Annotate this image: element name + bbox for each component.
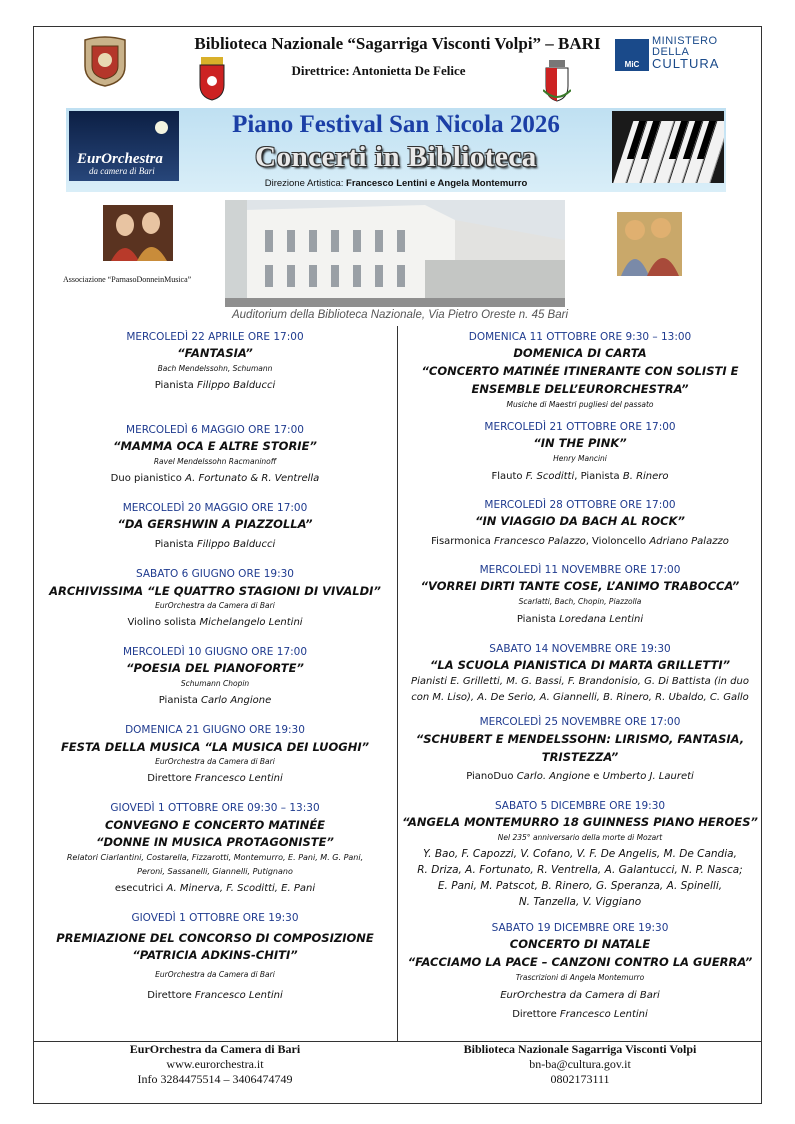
eurorchestra-logo-text: EurOrchestra: [77, 151, 163, 167]
event-date: MERCOLEDÌ 25 NOVEMBRE ORE 17:00: [479, 716, 681, 728]
event-title: CONVEGNO E CONCERTO MATINÉE: [104, 818, 326, 832]
event-composers: EurOrchestra da Camera di Bari: [155, 601, 275, 610]
event-title: “POESIA DEL PIANOFORTE”: [126, 661, 304, 675]
event-date: MERCOLEDÌ 6 MAGGIO ORE 17:00: [126, 424, 304, 436]
event-date: GIOVEDÌ 1 OTTOBRE ORE 19:30: [131, 912, 299, 924]
event-composers: Trascrizioni di Angela Montemurro: [515, 973, 645, 982]
footer-orchestra-name: EurOrchestra da Camera di Bari: [129, 1042, 301, 1056]
event-composers: Schumann Chopin: [180, 679, 250, 688]
event-title: “SCHUBERT E MENDELSSOHN: LIRISMO, FANTASIA,: [415, 732, 745, 746]
event-title: PREMIAZIONE DEL CONCORSO DI COMPOSIZIONE: [56, 931, 374, 945]
event-title-line2: TRISTEZZA”: [541, 750, 619, 764]
footer-email[interactable]: bn-ba@cultura.gov.it: [529, 1057, 631, 1071]
festival-title: Piano Festival San Nicola 2026: [232, 111, 560, 138]
library-title: Biblioteca Nazionale “Sagarriga Visconti Volpi” – BARI: [194, 34, 601, 53]
piano-heroes-line2: R. Driza, A. Fortunato, R. Ventrella, A. Galantucci, N. P. Nasca;: [417, 864, 743, 876]
event-date: MERCOLEDÌ 11 NOVEMBRE ORE 17:00: [479, 564, 681, 576]
event-date: MERCOLEDÌ 21 OTTOBRE ORE 17:00: [484, 421, 676, 433]
artistic-direction: [66, 178, 726, 189]
event-performers: Pianisti E. Grilletti, M. G. Bassi, F. Brandonisio, G. Di Battista (in duo: [411, 676, 749, 687]
event-date: MERCOLEDÌ 22 APRILE ORE 17:00: [126, 331, 304, 343]
event-date: MERCOLEDÌ 28 OTTOBRE ORE 17:00: [484, 499, 676, 511]
event-title: CONCERTO DI NATALE: [509, 937, 651, 951]
event-title: “FANTASIA”: [177, 346, 253, 360]
event-performers: Direttore Francesco Lentini: [147, 773, 283, 784]
piano-heroes-line1: Y. Bao, F. Capozzi, V. Cofano, V. F. De Angelis, M. De Candia,: [423, 848, 737, 860]
direction-label: Direzione Artistica:: [264, 178, 344, 189]
event-speakers-line2: Peroni, Sassanelli, Giannelli, Putignano: [137, 867, 293, 876]
ministry-line2: DELLA: [652, 46, 690, 58]
event-composers: Scarlatti, Bach, Chopin, Piazzolla: [518, 597, 642, 606]
event-composers: Nel 235° anniversario della morte di Mozart: [497, 833, 663, 842]
event-title: ARCHIVISSIMA “LE QUATTRO STAGIONI DI VIVALDI”: [49, 584, 381, 598]
event-performers: Duo pianistico A. Fortunato & R. Ventrella: [110, 473, 320, 484]
event-performers: Fisarmonica Francesco Palazzo, Violoncello Adriano Palazzo: [431, 536, 729, 547]
event-composers: Ravel Mendelssohn Racmaninoff: [153, 457, 277, 466]
event-performers: Flauto F. Scoditti, Pianista B. Rinero: [491, 471, 669, 482]
event-date: GIOVEDÌ 1 OTTOBRE ORE 09:30 – 13:30: [110, 802, 320, 814]
event-composers: Musiche di Maestri pugliesi del passato: [506, 400, 654, 409]
event-title: “VORREI DIRTI TANTE COSE, L’ANIMO TRABOCCA”: [420, 579, 740, 593]
event-performers: Pianista Filippo Balducci: [154, 539, 276, 550]
event-title-line3: ENSEMBLE DELL’EURORCHESTRA”: [471, 382, 689, 396]
festival-subtitle: Concerti in Biblioteca: [255, 141, 537, 173]
event-date: MERCOLEDÌ 10 GIUGNO ORE 17:00: [122, 646, 308, 658]
event-title: “ANGELA MONTEMURRO 18 GUINNESS PIANO HEROES”: [402, 815, 758, 829]
event-title-line2: “CONCERTO MATINÉE ITINERANTE CON SOLISTI E: [421, 364, 739, 378]
event-title-line2: “FACCIAMO LA PACE – CANZONI CONTRO LA GUERRA”: [407, 955, 753, 969]
footer-website[interactable]: www.eurorchestra.it: [166, 1057, 264, 1071]
column-divider: [397, 326, 398, 1041]
event-title: “MAMMA OCA E ALTRE STORIE”: [113, 439, 317, 453]
director-line: Direttrice: Antonietta De Felice: [291, 63, 466, 78]
event-speakers: Relatori Ciarlantini, Costarella, Fizzarotti, Montemurro, E. Pani, M. G. Pani,: [66, 853, 364, 862]
festival-banner: [66, 108, 726, 192]
event-composers: Bach Mendelssohn, Schumann: [157, 364, 273, 373]
piano-heroes-line3: E. Pani, M. Patscot, B. Rinero, G. Speranza, A. Spinelli,: [437, 880, 723, 892]
event-title: FESTA DELLA MUSICA “LA MUSICA DEI LUOGHI”: [60, 740, 370, 754]
left-program-column: [38, 326, 392, 1036]
event-title: “IN VIAGGIO DA BACH AL ROCK”: [475, 514, 685, 528]
event-performers: Pianista Carlo Angione: [158, 695, 272, 706]
event-performers: Direttore Francesco Lentini: [147, 990, 283, 1001]
event-performers: Violino solista Michelangelo Lentini: [127, 617, 303, 628]
right-program-column: [402, 326, 758, 1036]
event-title: “LA SCUOLA PIANISTICA DI MARTA GRILLETTI”: [429, 658, 731, 672]
footer-phone-info: Info 3284475514 – 3406474749: [137, 1072, 293, 1086]
event-performers: Direttore Francesco Lentini: [512, 1009, 648, 1020]
ministry-logo: [615, 36, 723, 74]
piano-heroes-line4: N. Tanzella, V. Viggiano: [518, 896, 642, 908]
event-date: DOMENICA 11 OTTOBRE ORE 9:30 – 13:00: [468, 331, 692, 343]
event-performers-line2: con M. Liso), A. De Serio, A. Giannelli, B. Rinero, R. Ubaldo, C. Gallo: [411, 692, 749, 703]
photo-caption: Auditorium della Biblioteca Nazionale, Via Pietro Oreste n. 45 Bari: [231, 309, 569, 321]
association-name: Associazione “ParnasoDonneinMusica”: [63, 275, 192, 284]
painting-musicians-image: [103, 205, 173, 261]
event-ensemble: EurOrchestra da Camera di Bari: [500, 990, 660, 1001]
event-composers: EurOrchestra da Camera di Bari: [155, 757, 275, 766]
painting-angels-image: [617, 212, 682, 276]
auditorium-photo: [225, 200, 565, 307]
ministry-line3: CULTURA: [652, 56, 720, 71]
direction-names: Francesco Lentini e Angela Montemurro: [346, 178, 528, 189]
mic-badge: MiC: [615, 39, 649, 71]
event-date: MERCOLEDÌ 20 MAGGIO ORE 17:00: [122, 502, 308, 514]
event-composers: Henry Mancini: [553, 454, 607, 463]
event-performers: Pianista Filippo Balducci: [154, 380, 276, 391]
event-title: “IN THE PINK”: [533, 436, 627, 450]
event-performers: PianoDuo Carlo. Angione e Umberto J. Laureti: [466, 771, 694, 782]
footer-right: [402, 1042, 758, 1087]
ministry-line1: MINISTERO: [652, 35, 718, 47]
eurorchestra-logo-subtext: da camera di Bari: [89, 166, 155, 176]
event-title-line2: “PATRICIA ADKINS-CHITI”: [132, 948, 298, 962]
event-date: SABATO 19 DICEMBRE ORE 19:30: [491, 922, 669, 934]
event-date: SABATO 14 NOVEMBRE ORE 19:30: [489, 643, 671, 655]
event-title-line2: “DONNE IN MUSICA PROTAGONISTE”: [96, 835, 334, 849]
event-date: SABATO 6 GIUGNO ORE 19:30: [136, 568, 294, 580]
footer-library-name: Biblioteca Nazionale Sagarriga Visconti Volpi: [463, 1042, 697, 1056]
event-date: SABATO 5 DICEMBRE ORE 19:30: [494, 800, 666, 812]
event-title: “DA GERSHWIN A PIAZZOLLA”: [117, 517, 313, 531]
event-performers: Pianista Loredana Lentini: [516, 614, 644, 625]
event-performers: esecutrici A. Minerva, F. Scoditti, E. Pani: [114, 883, 316, 894]
event-date: DOMENICA 21 GIUGNO ORE 19:30: [125, 724, 305, 736]
footer-left: [38, 1042, 392, 1087]
footer-library-phone: 0802173111: [550, 1072, 610, 1086]
event-composers: EurOrchestra da Camera di Bari: [155, 970, 275, 979]
event-title: DOMENICA DI CARTA: [513, 346, 647, 360]
